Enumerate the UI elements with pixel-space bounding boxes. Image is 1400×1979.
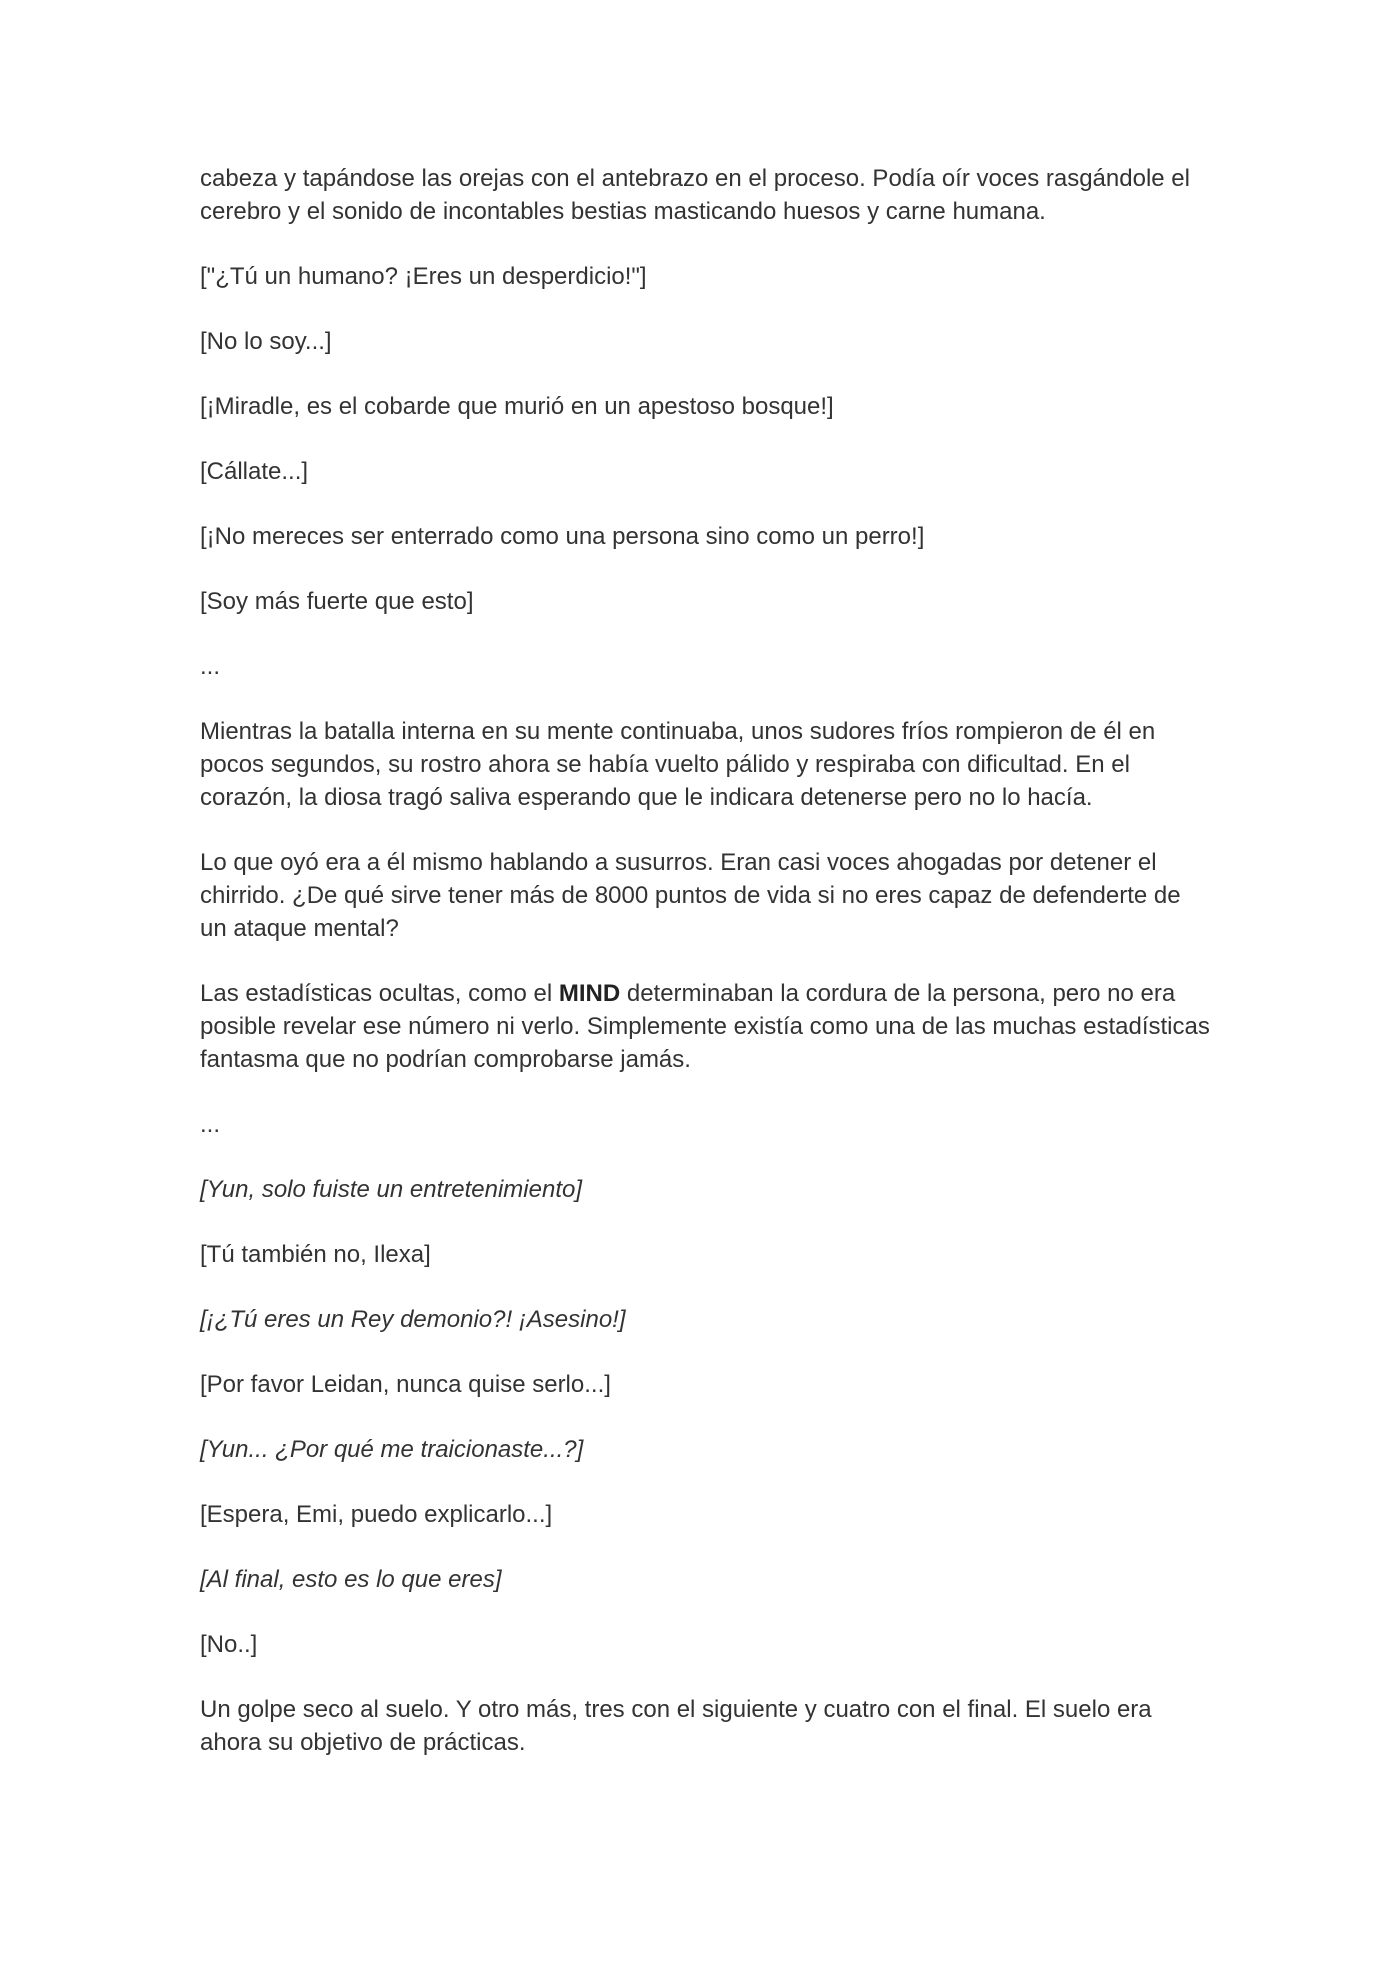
paragraph-3: Lo que oyó era a él mismo hablando a susurros. Eran casi voces ahogadas por detener el chirrido. ¿De qué sirve tener más de 8000 puntos de vida si no eres capaz de defenderte de un ataque mental? bbox=[200, 849, 1181, 942]
paragraph-4-end: determinaban la cordura de la persona, pero no era posible revelar ese número ni verlo. Simplemente existía como una de las muchas estadísticas fantasma que no podrían comprobarse jamás. bbox=[200, 980, 1210, 1073]
reply-line-4: [No..] bbox=[200, 1631, 258, 1658]
dialogue-line-1: ["¿Tú un humano? ¡Eres un desperdicio!"] bbox=[200, 263, 647, 290]
document-page bbox=[200, 162, 1210, 1791]
memory-line-4: [Al final, esto es lo que eres] bbox=[200, 1566, 502, 1593]
paragraph-5: Un golpe seco al suelo. Y otro más, tres con el siguiente y cuatro con el final. El suelo era ahora su objetivo de prácticas. bbox=[200, 1696, 1152, 1756]
dialogue-line-6: [Soy más fuerte que esto] bbox=[200, 588, 474, 615]
reply-line-1: [Tú también no, Ilexa] bbox=[200, 1241, 431, 1268]
dialogue-line-5: [¡No mereces ser enterrado como una persona sino como un perro!] bbox=[200, 523, 925, 550]
dialogue-line-3: [¡Miradle, es el cobarde que murió en un apestoso bosque!] bbox=[200, 393, 834, 420]
scene-break-2: ... bbox=[200, 1111, 221, 1138]
scene-break-1: ... bbox=[200, 653, 221, 680]
paragraph-4-start: Las estadísticas ocultas, como el bbox=[200, 980, 559, 1007]
reply-line-2: [Por favor Leidan, nunca quise serlo...] bbox=[200, 1371, 611, 1398]
reply-line-3: [Espera, Emi, puedo explicarlo...] bbox=[200, 1501, 553, 1528]
memory-line-1: [Yun, solo fuiste un entretenimiento] bbox=[200, 1176, 583, 1203]
memory-line-2: [¡¿Tú eres un Rey demonio?! ¡Asesino!] bbox=[200, 1306, 626, 1333]
dialogue-line-2: [No lo soy...] bbox=[200, 328, 332, 355]
memory-line-3: [Yun... ¿Por qué me traicionaste...?] bbox=[200, 1436, 584, 1463]
paragraph-1: cabeza y tapándose las orejas con el antebrazo en el proceso. Podía oír voces rasgándole el cerebro y el sonido de incontables bestias masticando huesos y carne humana. bbox=[200, 165, 1190, 225]
dialogue-line-4: [Cállate...] bbox=[200, 458, 309, 485]
paragraph-2: Mientras la batalla interna en su mente continuaba, unos sudores fríos rompieron de él en pocos segundos, su rostro ahora se había vuelto pálido y respiraba con dificultad. En el corazón, la diosa tragó saliva esperando que le indicara detenerse pero no lo hacía. bbox=[200, 718, 1156, 811]
paragraph-4 bbox=[200, 977, 1210, 1076]
mind-stat-term: MIND bbox=[558, 980, 621, 1007]
